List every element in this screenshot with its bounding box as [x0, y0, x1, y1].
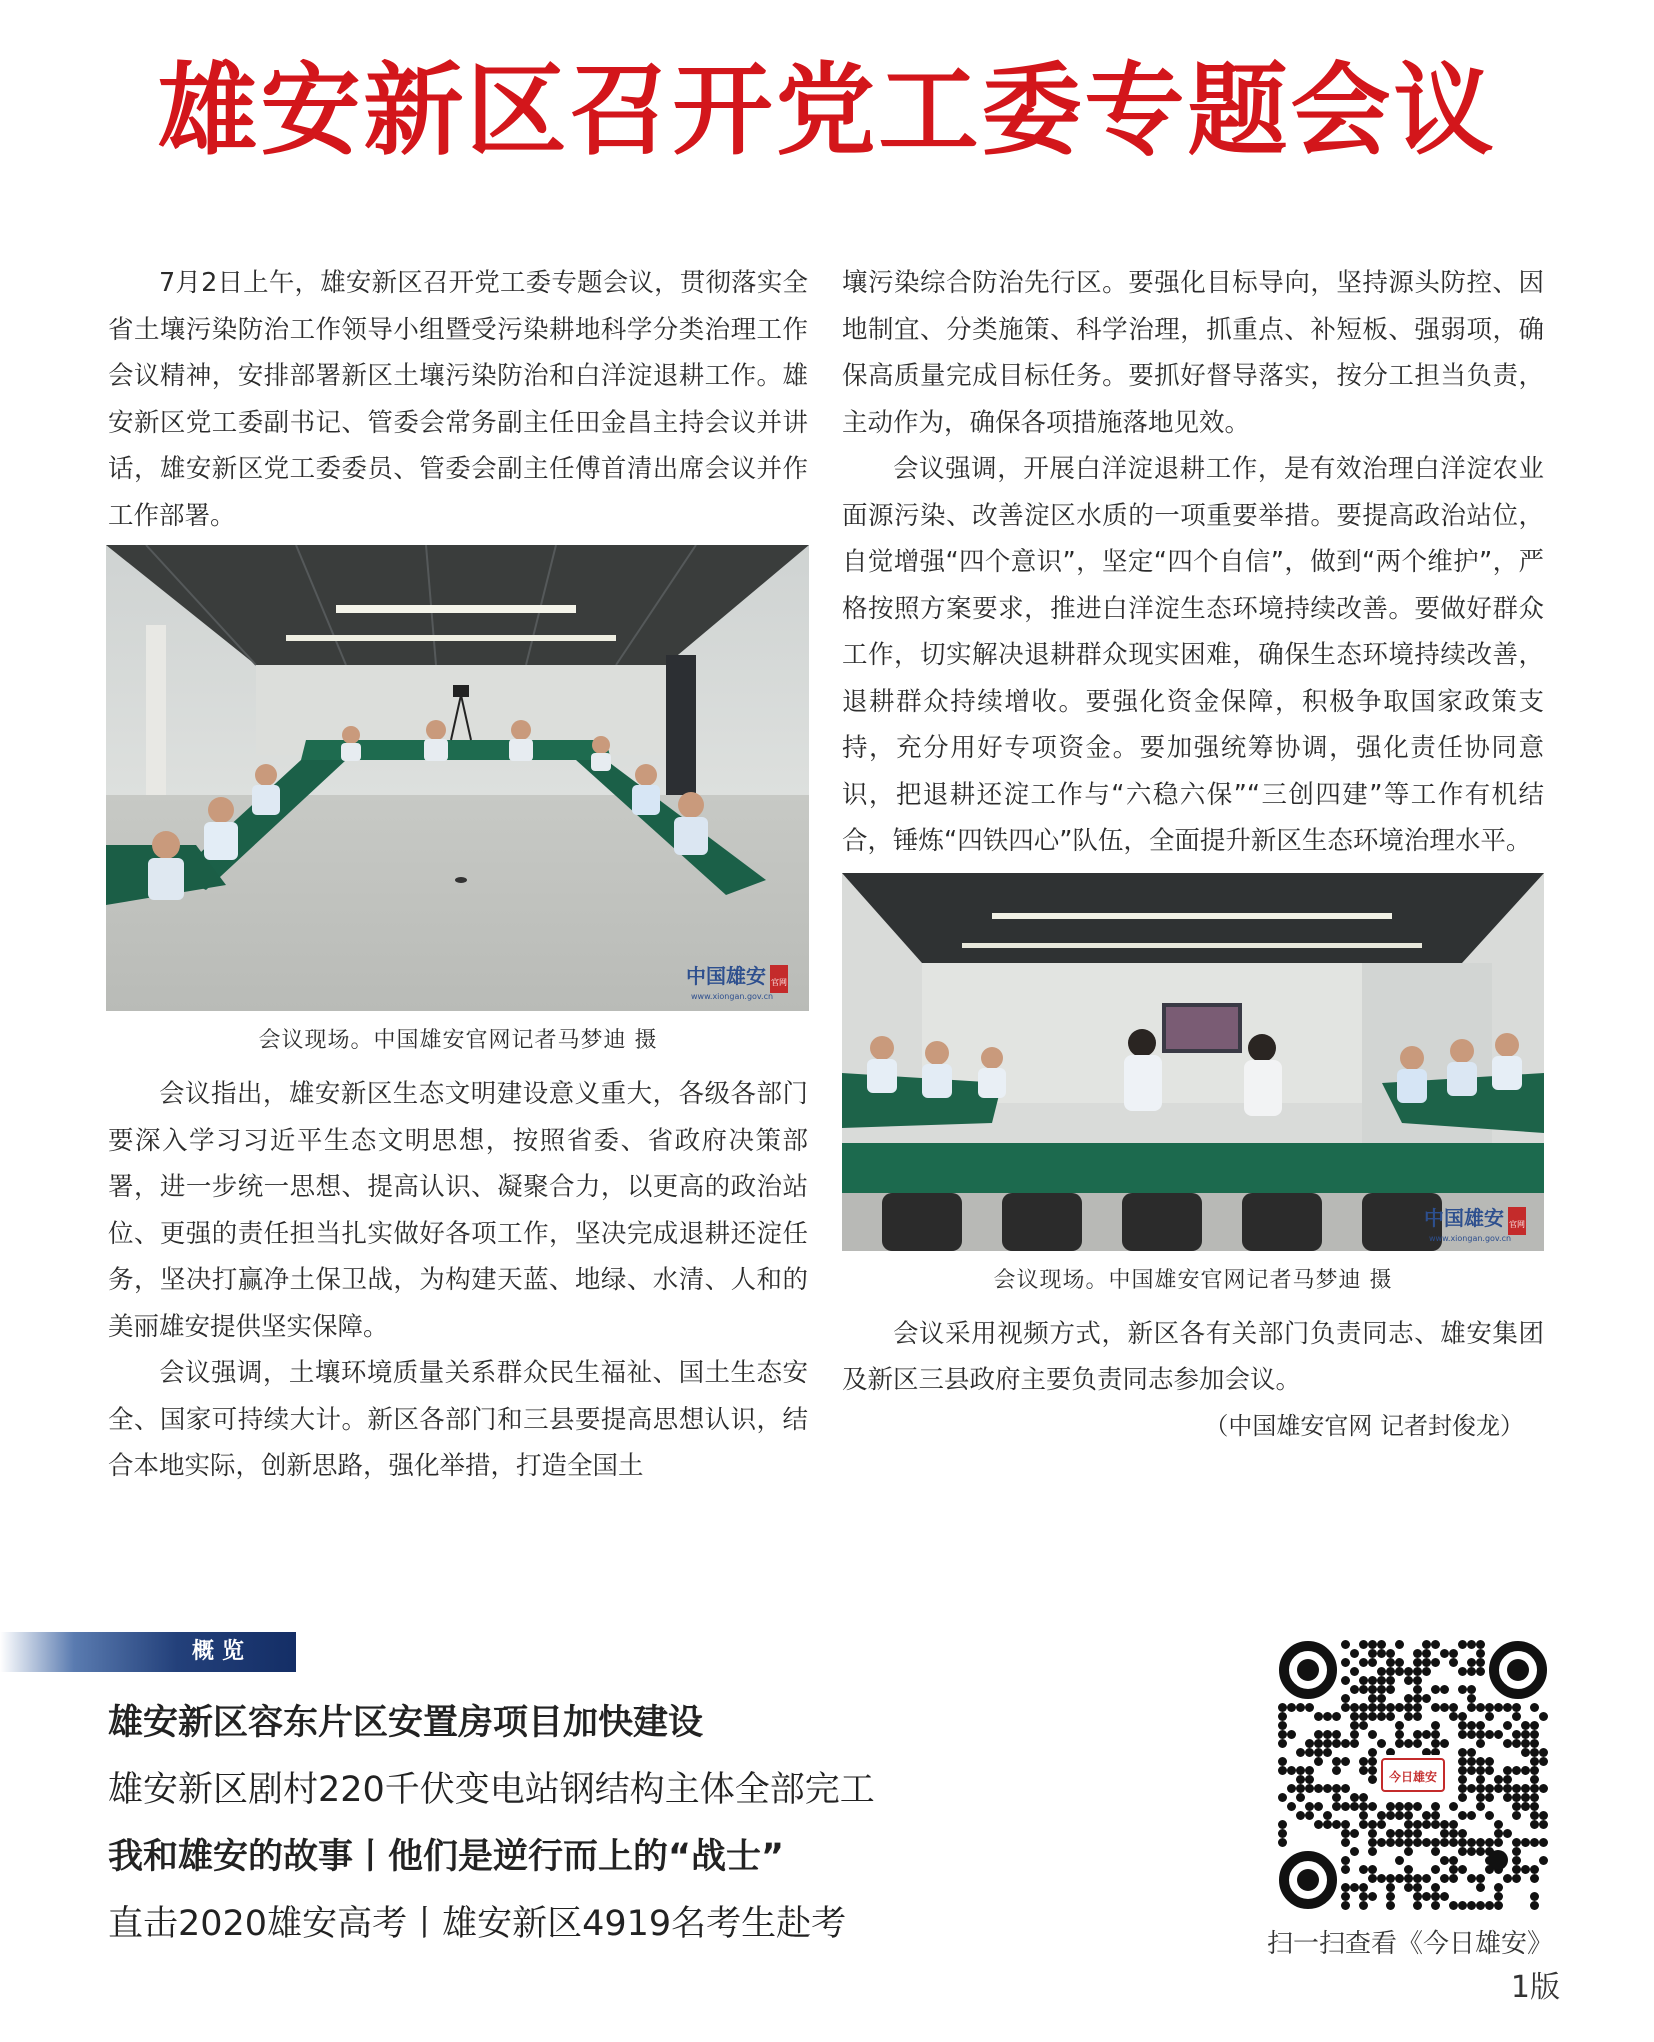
overview-headline-list	[108, 1690, 1208, 1958]
photo-1-caption: 会议现场。中国雄安官网记者马梦迪 摄	[258, 1028, 658, 1053]
overview-headline-link[interactable]: 我和雄安的故事丨他们是逆行而上的“战士”	[108, 1837, 785, 1877]
watermark-brand: 中国雄安	[686, 964, 766, 988]
paragraph-attendance: 会议采用视频方式，新区各有关部门负责同志、雄安集团及新区三县政府主要负责同志参加会议。	[842, 1318, 1544, 1395]
paragraph-baiyangdian: 会议强调，开展白洋淀退耕工作，是有效治理白洋淀农业面源污染、改善淀区水质的一项重要举措。要提高政治站位，自觉增强“四个意识”，坚定“四个自信”，做到“两个维护”，严格按照方案要求，推进白洋淀生态环境持续改善。要做好群众工作，切实解决退耕群众现实困难，确保生态环境持续改善，退耕群众持续增收。要强化资金保障，积极争取国家政策支持，充分用好专项资金。要加强统筹协调，强化责任协同意识，把退耕还淀工作与“六稳六保”“三创四建”等工作有机结合，锤炼“四铁四心”队伍，全面提升新区生态环境治理水平。	[842, 454, 1544, 856]
page-number: 1版	[1510, 1970, 1560, 2005]
overview-label: 概览	[192, 1639, 253, 1664]
reporter-byline: （中国雄安官网 记者封俊龙）	[1204, 1411, 1524, 1440]
paragraph-meeting-emphasis: 会议强调，土壤环境质量关系群众民生福祉、国土生态安全、国家可持续大计。新区各部门和三县要提高思想认识，结合本地实际，创新思路，强化举措，打造全国土	[108, 1358, 808, 1481]
watermark-seal-2: 官网	[1509, 1219, 1525, 1229]
qr-center-label: 今日雄安	[1388, 1770, 1438, 1784]
article-headline: 雄安新区召开党工委专题会议	[157, 51, 1497, 169]
photo-2-caption: 会议现场。中国雄安官网记者马梦迪 摄	[993, 1267, 1393, 1293]
meeting-photo-1	[106, 545, 809, 1011]
qr-code[interactable]	[1278, 1640, 1548, 1910]
meeting-photo-2	[842, 873, 1544, 1251]
overview-headline-link[interactable]: 雄安新区容东片区安置房项目加快建设	[108, 1703, 704, 1743]
watermark-seal: 官网	[771, 978, 787, 987]
overview-headline-link[interactable]: 雄安新区剧村220千伏变电站钢结构主体全部完工	[108, 1770, 875, 1810]
right-column	[842, 260, 1544, 1448]
left-column	[108, 260, 808, 1490]
paragraph-intro: 7月2日上午，雄安新区召开党工委专题会议，贯彻落实全省土壤污染防治工作领导小组暨受污染耕地科学分类治理工作会议精神，安排部署新区土壤污染防治和白洋淀退耕工作。雄安新区党工委副书记、管委会常务副主任田金昌主持会议并讲话，雄安新区党工委委员、管委会副主任傅首清出席会议并作工作部署。	[108, 268, 808, 531]
watermark-url-2: www.xiongan.gov.cn	[1429, 1233, 1512, 1243]
watermark-brand-2: 中国雄安	[1424, 1205, 1504, 1230]
paragraph-meeting-points: 会议指出，雄安新区生态文明建设意义重大，各级各部门要深入学习习近平生态文明思想，按照省委、省政府决策部署，进一步统一思想、提高认识、凝聚合力，以更高的政治站位、更强的责任担当扎实做好各项工作，坚决完成退耕还淀任务，坚决打赢净土保卫战，为构建天蓝、地绿、水清、人和的美丽雄安提供坚实保障。	[108, 1079, 808, 1342]
paragraph-emphasis-continued: 壤污染综合防治先行区。要强化目标导向，坚持源头防控、因地制宜、分类施策、科学治理，抓重点、补短板、强弱项，确保高质量完成目标任务。要抓好督导落实，按分工担当负责，主动作为，确保各项措施落地见效。	[842, 268, 1544, 438]
qr-caption: 扫一扫查看《今日雄安》	[1266, 1929, 1553, 1959]
overview-headline-link[interactable]: 直击2020雄安高考丨雄安新区4919名考生赴考	[108, 1904, 847, 1944]
watermark-url: www.xiongan.gov.cn	[691, 992, 774, 1001]
